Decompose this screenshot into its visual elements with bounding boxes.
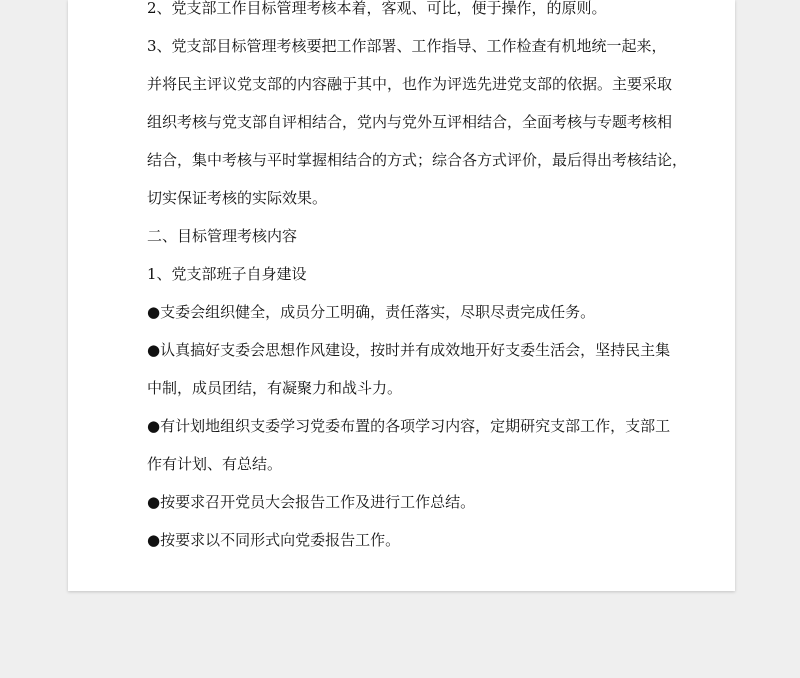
bullet-item: ●按要求召开党员大会报告工作及进行工作总结。 <box>147 493 476 511</box>
bullet-item-continuation: 中制，成员团结，有凝聚力和战斗力。 <box>147 379 403 397</box>
paragraph-line: 切实保证考核的实际效果。 <box>147 189 328 207</box>
subsection-heading: 1、党支部班子自身建设 <box>147 265 307 283</box>
paragraph-line: 3、党支部目标管理考核要把工作部署、工作指导、工作检查有机地统一起来， <box>147 37 667 55</box>
paragraph-line: 结合，集中考核与平时掌握相结合的方式；综合各方式评价，最后得出考核结论， <box>147 151 688 169</box>
paragraph-line: 并将民主评议党支部的内容融于其中，也作为评选先进党支部的依据。主要采取 <box>147 75 673 93</box>
bullet-item: ●认真搞好支委会思想作风建设，按时并有成效地开好支委生活会，坚持民主集 <box>147 341 671 359</box>
section-heading: 二、目标管理考核内容 <box>147 227 298 245</box>
paragraph-line: 组织考核与党支部自评相结合，党内与党外互评相结合，全面考核与专题考核相 <box>147 113 673 131</box>
paragraph-line: 2、党支部工作目标管理考核本着，客观、可比，便于操作，的原则。 <box>147 0 607 17</box>
bullet-item: ●支委会组织健全，成员分工明确，责任落实，尽职尽责完成任务。 <box>147 303 596 321</box>
bullet-item: ●按要求以不同形式向党委报告工作。 <box>147 531 401 549</box>
document-page <box>68 0 735 591</box>
bullet-item: ●有计划地组织支委学习党委布置的各项学习内容，定期研究支部工作，支部工 <box>147 417 671 435</box>
document-body <box>147 0 688 559</box>
bullet-item-continuation: 作有计划、有总结。 <box>147 455 283 473</box>
